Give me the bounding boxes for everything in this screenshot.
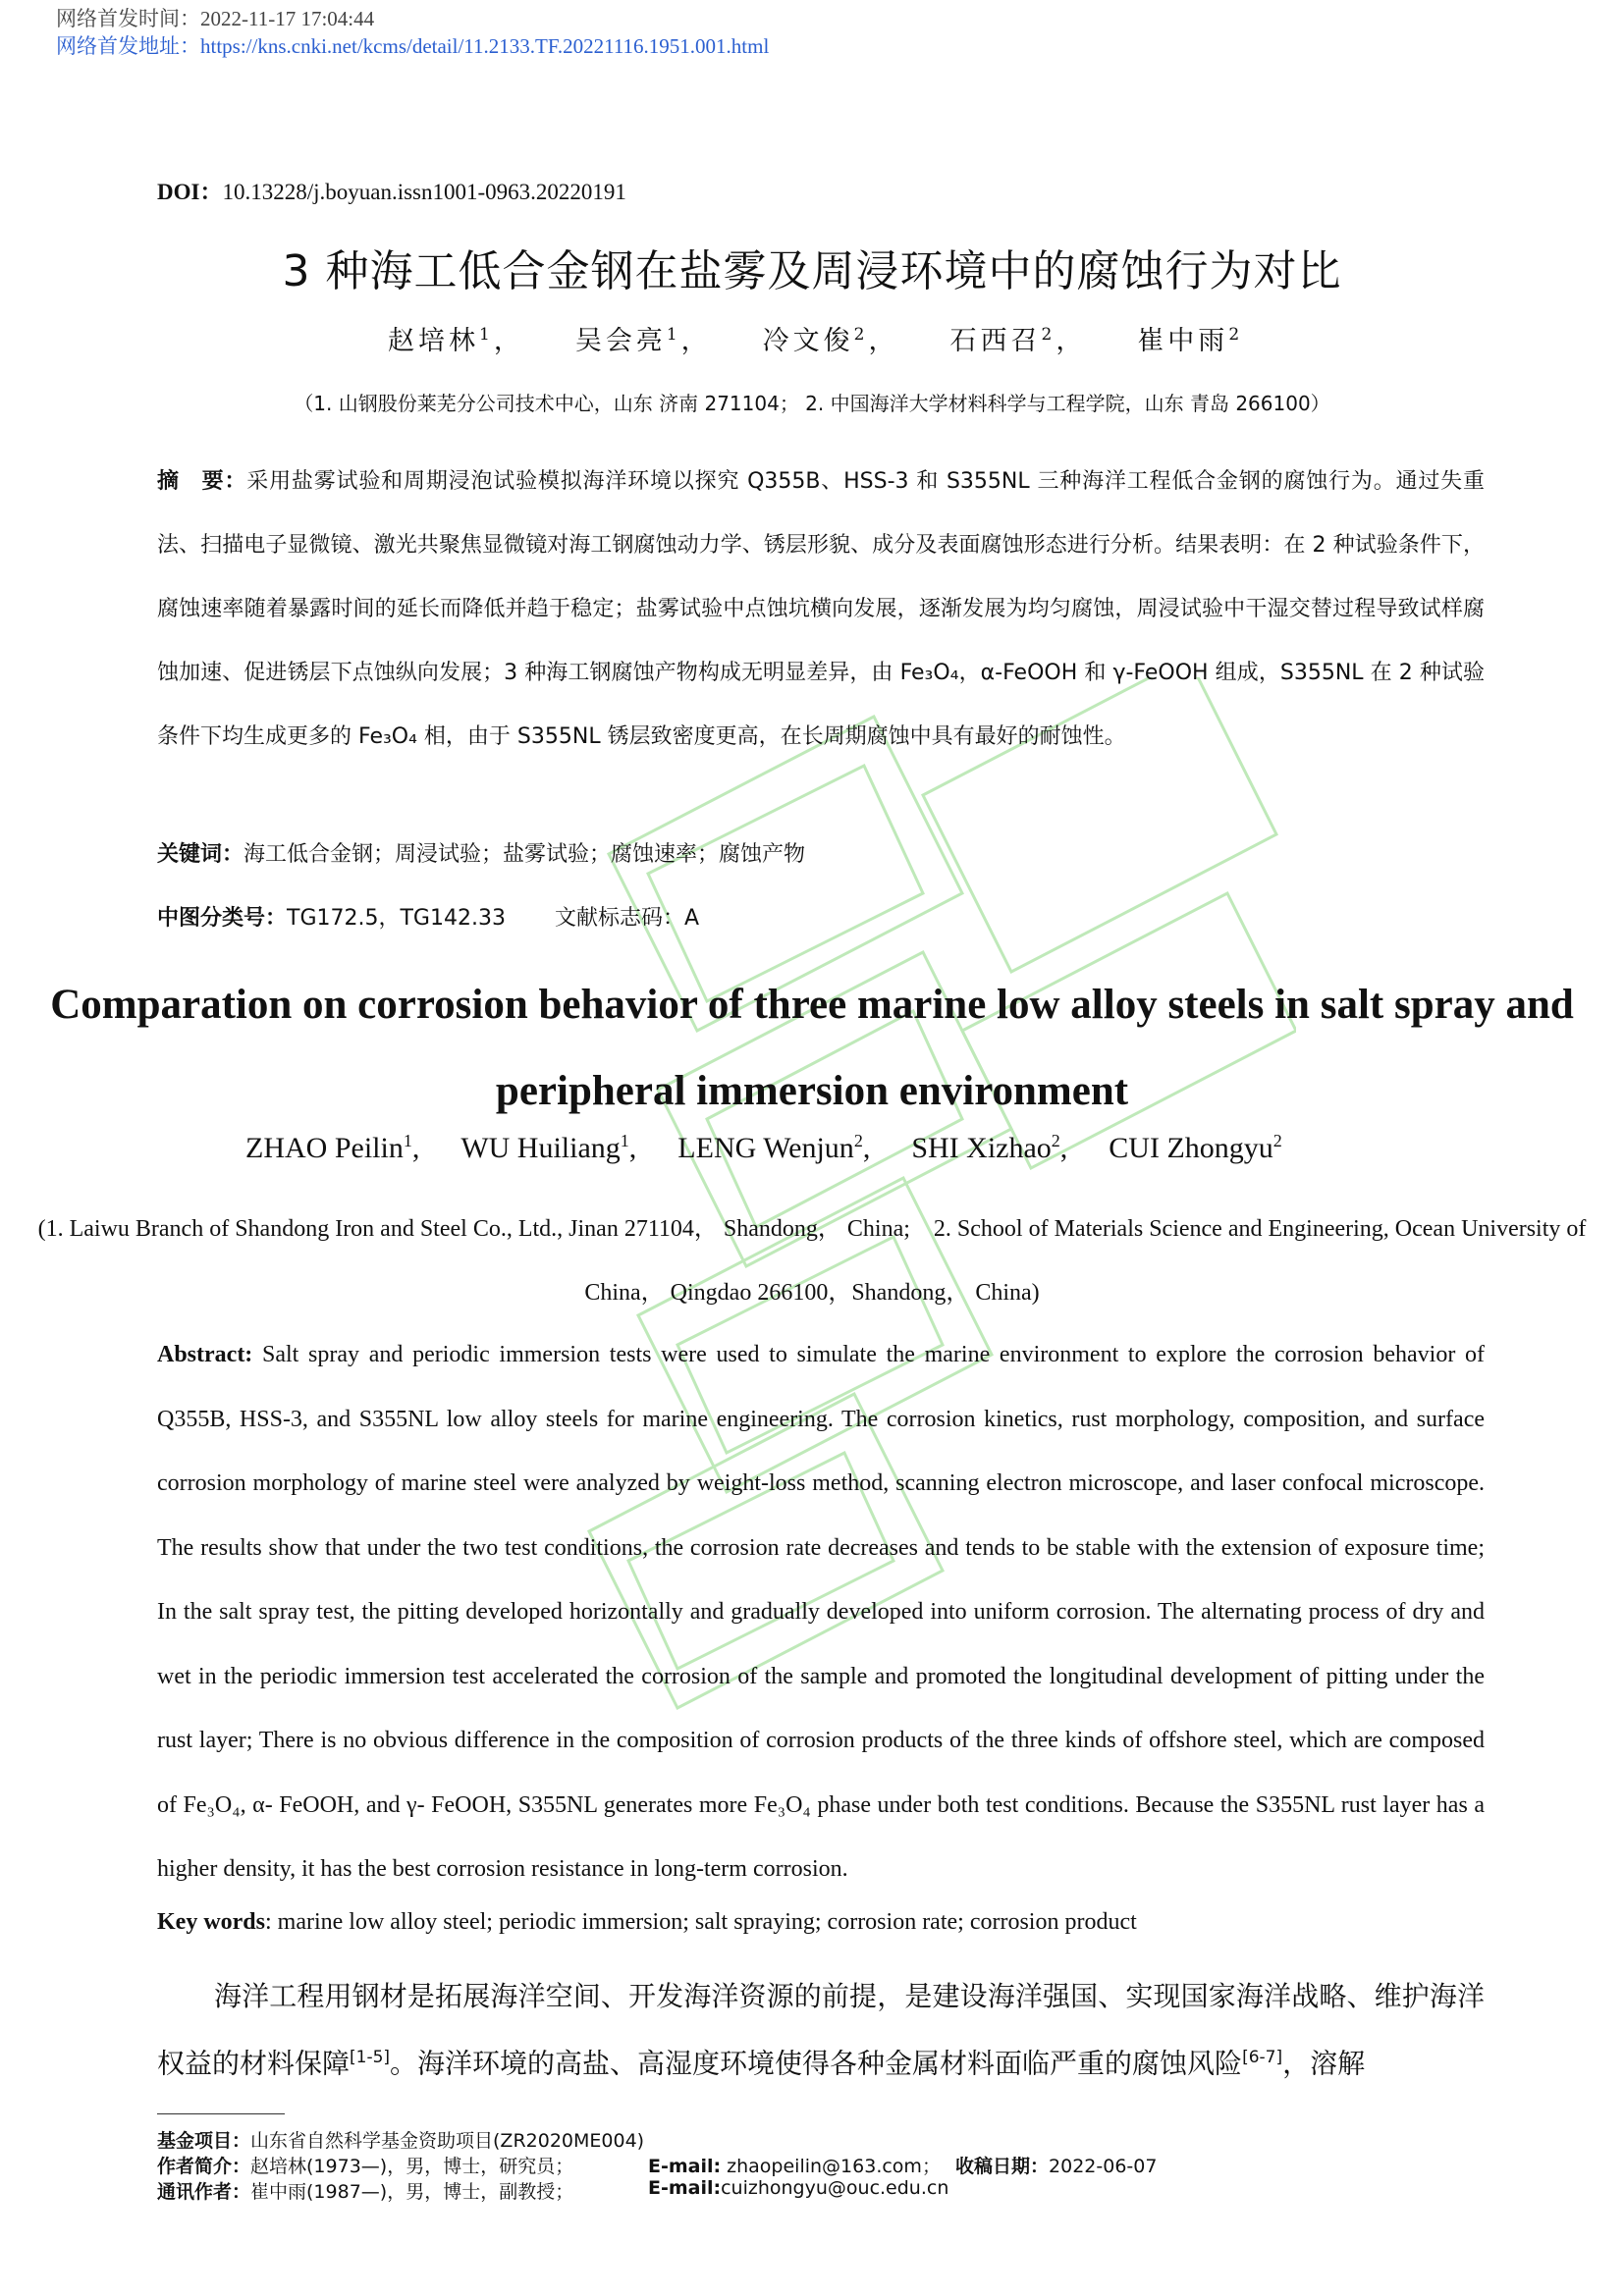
footnote-author-bio: 作者简介：赵培林(1973—)，男，博士，研究员； E-mail: zhaopeilin@163.com； 收稿日期：2022-06-07 [157,2156,1158,2177]
cn-keywords-text: 海工低合金钢；周浸试验；盐雾试验；腐蚀速率；腐蚀产物 [244,842,806,867]
english-abstract [157,1323,1485,1902]
footnote-fund: 基金项目：山东省自然科学基金资助项目(ZR2020ME004) [157,2130,645,2152]
citation-ref[interactable]: [6-7] [1242,2048,1283,2067]
footnote-divider [157,2113,285,2114]
cn-author: 赵培林$^1$， [388,325,524,356]
cn-author: 石西召$^2$， [949,325,1087,356]
english-affiliation: (1. Laiwu Branch of Shandong Iron and Steel Co., Ltd., Jinan 271104， Shandong， China; 2. School of Materials Science and Engineering, Ocean University of China， Qingdao 266100，Shandong， China) [37,1216,1587,1306]
doi-value: 10.13228/j.boyuan.issn1001-0963.20220191 [222,180,626,204]
cn-author: 冷文俊$^2$， [762,325,899,356]
footnote-corresponding-author: 通讯作者：崔中雨(1987—)，男，博士，副教授； E-mail:cuizhongyu@ouc.edu.cn [157,2177,949,2203]
chinese-authors [388,319,1243,357]
cn-keywords-label: 关键词： [157,842,244,867]
english-keywords [157,1909,1137,1936]
online-publish-time: 网络首发时间：2022-11-17 17:04:44 [56,7,375,30]
english-authors [245,1131,1282,1165]
doi-line [157,174,626,206]
en-author: ZHAO Peilin$^1$, [245,1131,420,1164]
intro-paragraph: 海洋工程用钢材是拓展海洋空间、开发海洋资源的前提，是建设海洋强国、实现国家海洋战略、维护海洋权益的材料保障[1-5]。海洋环境的高盐、高湿度环境使得各种金属材料面临严重的腐蚀风险[6-7]，溶解 [157,1980,1485,2080]
doi-label: DOI： [157,180,223,204]
chinese-keywords [157,837,805,868]
cn-abstract-text: 采用盐雾试验和周期浸泡试验模拟海洋环境以探究 Q355B、HSS-3 和 S355NL 三种海洋工程低合金钢的腐蚀行为。通过失重法、扫描电子显微镜、激光共聚焦显微镜对海工钢腐蚀动力学、锈层形貌、成分及表面腐蚀形态进行分析。结果表明：在 2 种试验条件下，腐蚀速率随着暴露时间的延长而降低并趋于稳定；盐雾试验中点蚀坑横向发展，逐渐发展为均匀腐蚀，周浸试验中干湿交替过程导致试样腐蚀加速、促进锈层下点蚀纵向发展；3 种海工钢腐蚀产物构成无明显差异，由 Fe₃O₄，α-FeOOH 和 γ-FeOOH 组成，S355NL 在 2 种试验条件下均生成更多的 Fe₃O₄ 相，由于 S355NL 锈层致密度更高，在长周期腐蚀中具有最好的耐蚀性。 [157,469,1485,749]
corresponding-email: cuizhongyu@ouc.edu.cn [721,2177,949,2199]
clc-value: TG172.5，TG142.33 [287,906,506,931]
en-author: CUI Zhongyu$^2$ [1109,1131,1282,1164]
en-author: WU Huiliang$^1$, [460,1131,637,1164]
en-keywords-text: : marine low alloy steel; periodic immersion; salt spraying; corrosion rate; corrosion product [265,1909,1137,1935]
citation-ref[interactable]: [1-5] [350,2048,391,2067]
english-title: Comparation on corrosion behavior of three marine low alloy steels in salt spray and peripheral immersion environment [50,982,1574,1114]
chinese-title: 3 种海工低合金钢在盐雾及周浸环境中的腐蚀行为对比 [282,246,1342,296]
cn-author: 崔中雨$^2$ [1137,325,1244,356]
classification-line [157,901,699,932]
cn-abstract-label: 摘 要： [157,469,247,494]
doc-code-label: 文献标志码： [554,906,684,931]
doc-code-value: A [683,906,700,931]
clc-label: 中图分类号： [157,906,288,931]
chinese-affiliation: （1. 山钢股份莱芜分公司技术中心，山东 济南 271104； 2. 中国海洋大学材料科学与工程学院，山东 青岛 266100） [294,392,1330,415]
en-abstract-text: Salt spray and periodic immersion tests were used to simulate the marine environment to explore the corrosion behavior of Q355B, HSS-3, and S355NL low alloy steels for marine engineering. The corrosion kinetics, rust morphology, composition, and surface corrosion morphology of marine steel were analyzed by weight-loss method, scanning electron microscope, and laser confocal microscope. The results show that under the two test conditions, the corrosion rate decreases and tends to be stable with the extension of exposure time; In the salt spray test, the pitting developed horizontally and gradually developed into uniform corrosion. The alternating process of dry and wet in the periodic immersion test accelerated the corrosion of the sample and promoted the longitudinal development of pitting under the rust layer; There is no obvious difference in the composition of corrosion products of the three kinds of offshore steel, which are composed of Fe₃O₄, α- FeOOH, and γ- FeOOH, S355NL generates more Fe₃O₄ phase under both test conditions. Because the S355NL rust layer has a higher density, it has the best corrosion resistance in long-term corrosion. [157,1342,1486,1882]
en-author: SHI Xizhao$^2$, [911,1131,1068,1164]
chinese-abstract [157,450,1485,769]
en-keywords-label: Key words [157,1909,265,1935]
en-abstract-label: Abstract: [157,1342,253,1367]
cn-author: 吴会亮$^1$， [574,325,712,356]
author-email: zhaopeilin@163.com； [721,2156,941,2177]
en-author: LENG Wenjun$^2$, [677,1131,871,1164]
online-publish-url[interactable]: 网络首发地址：https://kns.cnki.net/kcms/detail/11.2133.TF.20221116.1951.001.html [56,34,770,58]
